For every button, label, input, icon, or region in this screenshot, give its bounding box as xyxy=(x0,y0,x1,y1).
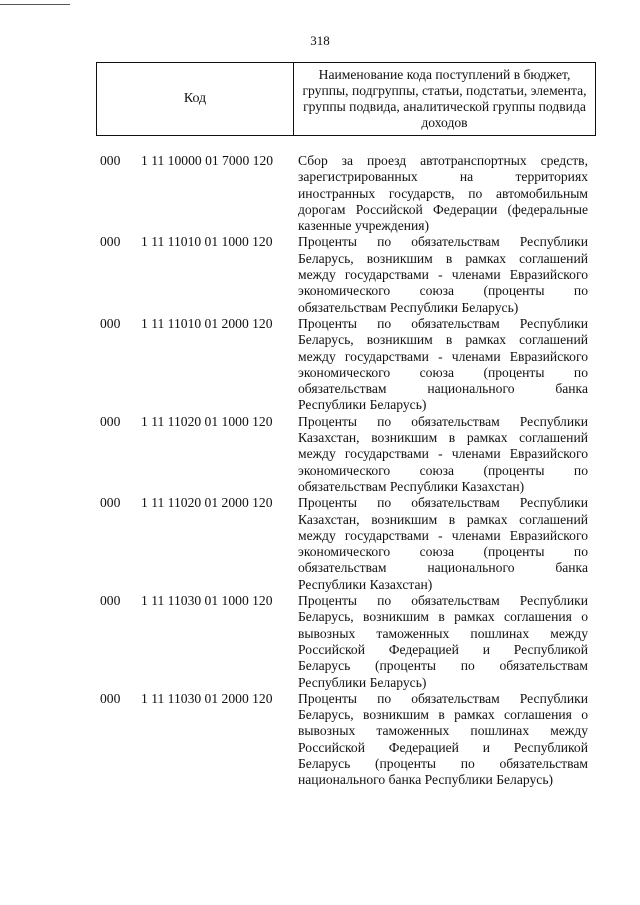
description-line: Беларусь (проценты по обязательствам xyxy=(298,658,588,674)
description-line: Проценты по обязательствам Республики xyxy=(298,413,588,429)
description-line: иностранных государств, по автомобильным xyxy=(298,185,588,201)
description-line: экономического союза (проценты по xyxy=(298,364,588,380)
income-description xyxy=(298,153,588,234)
description-line: Проценты по обязательствам Республики xyxy=(298,690,588,706)
income-description xyxy=(298,414,588,495)
table-row xyxy=(0,593,640,691)
income-code: 1 11 11030 01 1000 120 xyxy=(141,593,273,609)
admin-code: 000 xyxy=(100,495,121,511)
description-line: экономического союза (проценты по xyxy=(298,544,588,560)
description-line: Российской Федерацией и Республикой xyxy=(298,641,588,657)
header-code-label: Код xyxy=(97,63,294,135)
description-line: национального банка Республики Беларусь) xyxy=(298,772,554,788)
income-code: 1 11 11010 01 2000 120 xyxy=(141,315,273,331)
description-line: вывозных таможенных пошлинах между xyxy=(298,723,588,739)
income-code: 1 11 11010 01 1000 120 xyxy=(141,234,273,250)
admin-code: 000 xyxy=(100,315,121,331)
description-line: экономического союза (проценты по xyxy=(298,462,588,478)
table-row xyxy=(0,316,640,414)
income-code: 1 11 11030 01 2000 120 xyxy=(141,690,273,706)
admin-code: 000 xyxy=(100,413,121,429)
table-row xyxy=(0,234,640,315)
description-line: обязательствам национального банка xyxy=(298,560,588,576)
description-line: Сбор за проезд автотранспортных средств, xyxy=(298,153,588,168)
description-line: экономического союза (проценты по xyxy=(298,283,588,299)
description-line: вывозных таможенных пошлинах между xyxy=(298,625,588,641)
description-line: между государствами - членами Евразийского xyxy=(298,446,588,462)
admin-code: 000 xyxy=(100,153,121,168)
description-line: обязательствам Республики Казахстан) xyxy=(298,478,525,494)
description-line: Проценты по обязательствам Республики xyxy=(298,495,588,511)
admin-code: 000 xyxy=(100,234,121,250)
description-line: Российской Федерацией и Республикой xyxy=(298,739,588,755)
admin-code: 000 xyxy=(100,593,121,609)
table-row xyxy=(0,414,640,495)
page-number: 318 xyxy=(310,33,330,48)
description-line: Республики Беларусь) xyxy=(298,674,427,690)
income-code: 1 11 11020 01 1000 120 xyxy=(141,413,273,429)
description-line: Беларусь, возникшим в рамках соглашения о xyxy=(298,609,588,625)
description-line: между государствами - членами Евразийского xyxy=(298,267,588,283)
description-line: дорогам Российской Федерации (федеральные xyxy=(298,201,588,217)
description-line: Проценты по обязательствам Республики xyxy=(298,234,588,250)
description-line: Беларусь, возникшим в рамках соглашений xyxy=(298,250,588,266)
description-line: Беларусь, возникшим в рамках соглашений xyxy=(298,332,588,348)
income-description xyxy=(298,234,588,315)
description-line: Проценты по обязательствам Республики xyxy=(298,593,588,609)
income-description xyxy=(298,691,588,789)
description-line: казенные учреждения) xyxy=(298,218,430,234)
description-line: между государствами - членами Евразийского xyxy=(298,527,588,543)
description-line: Казахстан, возникшим в рамках соглашений xyxy=(298,511,588,527)
description-line: Республики Беларусь) xyxy=(298,397,427,413)
income-description xyxy=(298,316,588,414)
admin-code: 000 xyxy=(100,690,121,706)
table-row xyxy=(0,495,640,593)
description-line: зарегистрированных на территориях xyxy=(298,169,588,185)
table-row xyxy=(0,691,640,789)
scan-corner-line xyxy=(0,4,70,5)
header-name-label: Наименование кода поступлений в бюджет, группы, подгруппы, статьи, подстатьи, элемента, группы подвида, аналитической группы подвида доходов xyxy=(302,67,587,130)
description-line: Проценты по обязательствам Республики xyxy=(298,315,588,331)
description-line: Республики Казахстан) xyxy=(298,576,433,592)
description-line: обязательствам национального банка xyxy=(298,381,588,397)
income-codes-list xyxy=(0,153,640,789)
income-code: 1 11 10000 01 7000 120 xyxy=(141,153,274,168)
income-code: 1 11 11020 01 2000 120 xyxy=(141,495,273,511)
description-line: Беларусь, возникшим в рамках соглашения о xyxy=(298,707,588,723)
income-description xyxy=(298,593,588,691)
description-line: Казахстан, возникшим в рамках соглашений xyxy=(298,430,588,446)
description-line: между государствами - членами Евразийского xyxy=(298,348,588,364)
description-line: Беларусь (проценты по обязательствам xyxy=(298,755,588,771)
table-header xyxy=(96,62,596,136)
description-line: обязательствам Республики Беларусь) xyxy=(298,299,519,315)
table-row xyxy=(0,153,640,234)
income-description xyxy=(298,495,588,593)
